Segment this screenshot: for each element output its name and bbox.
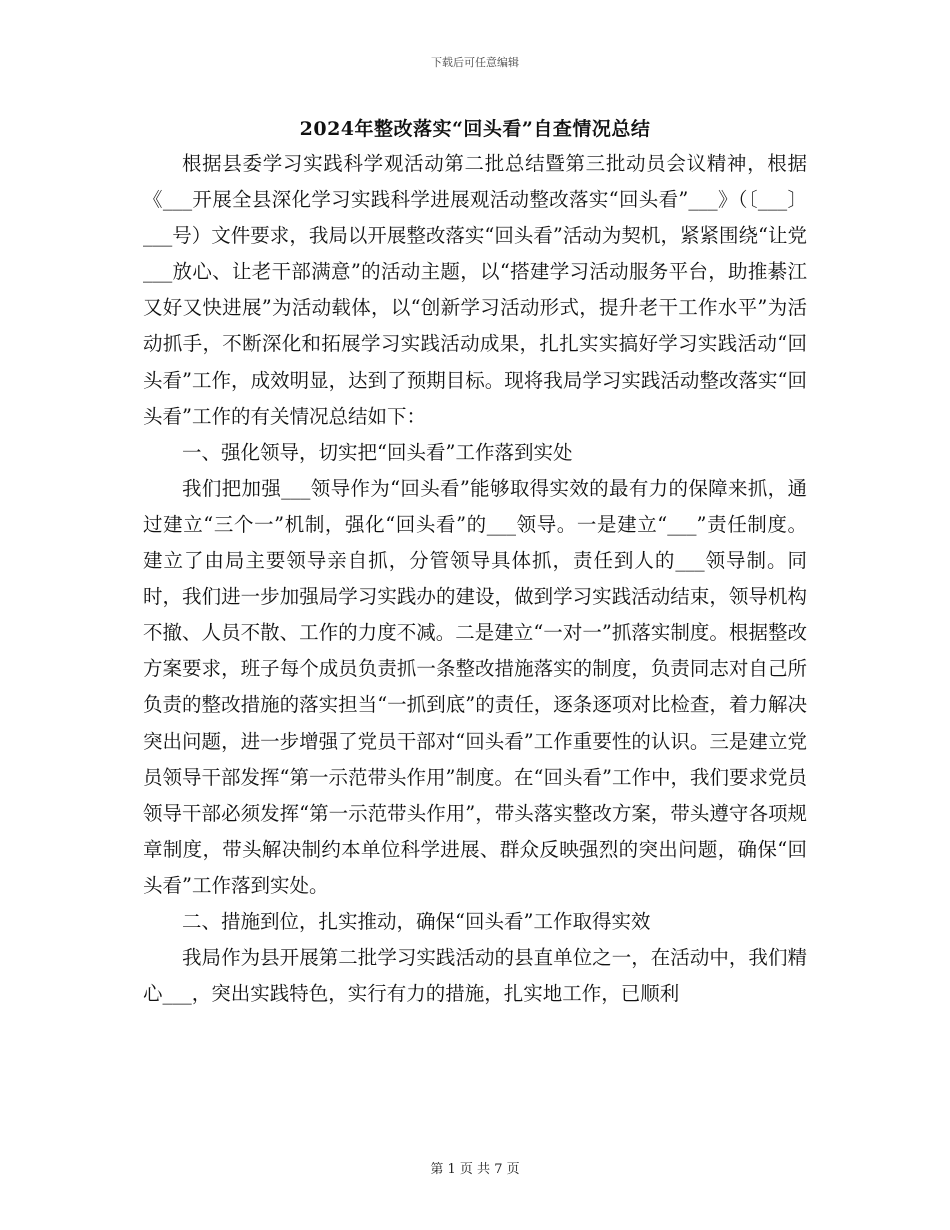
section-heading-2: 二、措施到位，扎实推动，确保“回头看”工作取得实效 — [182, 909, 651, 933]
paragraph-intro: 根据县委学习实践科学观活动第二批总结暨第三批动员会议精神，根据《___开展全县深化学习实践科学进展观活动整改落实“回头看”___》（〔___〕___号）文件要求，我局以开展整改落实“回头看”活动为契机，紧紧围绕“让党___放心、让老干部满意”的活动主题，以“搭建学习活动服务平台，助推綦江又好又快进展”为活动载体，以“创新学习活动形式，提升老干工作水平”为活动抓手，不断深化和拓展学习实践活动成果，扎扎实实搞好学习实践活动“回头看”工作，成效明显，达到了预期目标。现将我局学习实践活动整改落实“回头看”工作的有关情况总结如下： — [143, 152, 807, 428]
document-body — [143, 146, 807, 1012]
header-note: 下载后可任意编辑 — [431, 56, 519, 69]
paragraph-section-2: 我局作为县开展第二批学习实践活动的县直单位之一，在活动中，我们精心___，突出实践特色，实行有力的措施，扎实地工作，已顺利 — [143, 946, 807, 1006]
document-title: 2024年整改落实“回头看”自查情况总结 — [299, 118, 651, 140]
page-number: 第 1 页 共 7 页 — [430, 1162, 520, 1177]
paragraph-section-1: 我们把加强___领导作为“回头看”能够取得实效的最有力的保障来抓，通过建立“三个一”机制，强化“回头看”的___领导。一是建立“___”责任制度。建立了由局主要领导亲自抓，分管领导具体抓，责任到人的___领导制。同时，我们进一步加强局学习实践办的建设，做到学习实践活动结束，领导机构不撤、人员不散、工作的力度不减。二是建立“一对一”抓落实制度。根据整改方案要求，班子每个成员负责抓一条整改措施落实的制度，负责同志对自己所负责的整改措施的落实担当“一抓到底”的责任，逐条逐项对比检查，着力解决突出问题，进一步增强了党员干部对“回头看”工作重要性的认识。三是建立党员领导干部发挥“第一示范带头作用”制度。在“回头看”工作中，我们要求党员领导干部必须发挥“第一示范带头作用”，带头落实整改方案，带头遵守各项规章制度，带头解决制约本单位科学进展、群众反映强烈的突出问题，确保“回头看”工作落到实处。 — [143, 476, 807, 897]
section-heading-1: 一、强化领导，切实把“回头看”工作落到实处 — [182, 440, 573, 464]
